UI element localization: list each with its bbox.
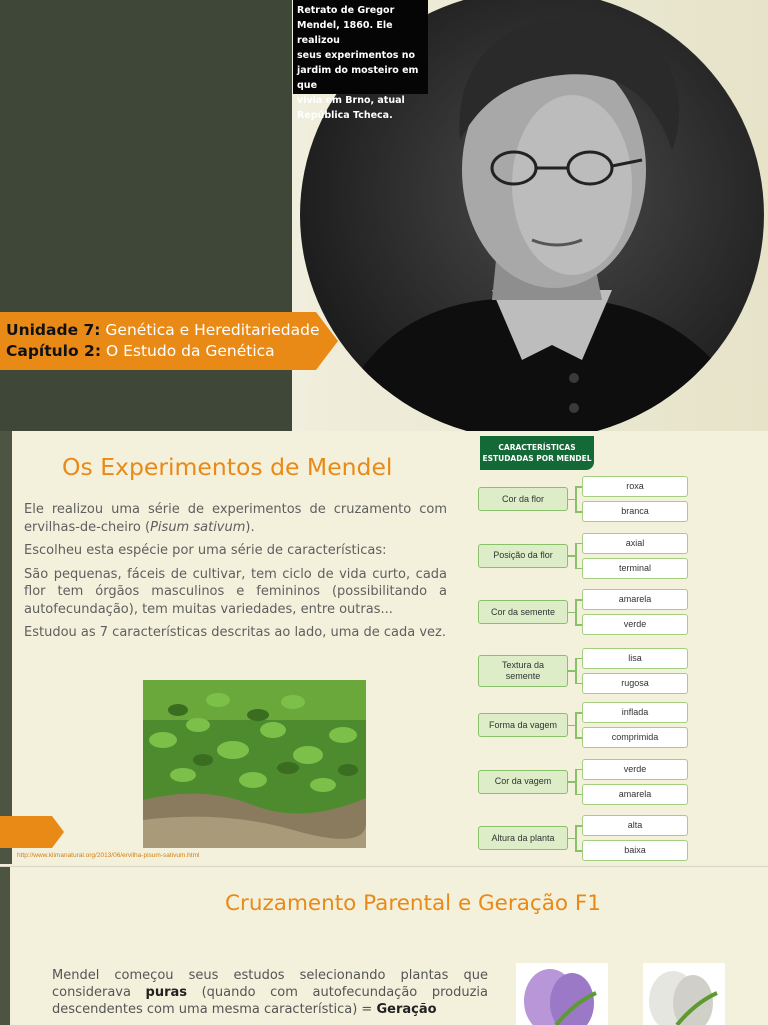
unit-title: Genética e Hereditariedade bbox=[100, 321, 320, 339]
trait-option-box: verde bbox=[582, 759, 688, 780]
trait-option-box: amarela bbox=[582, 784, 688, 805]
connector-line bbox=[575, 769, 577, 794]
trait-box: Posição da flor bbox=[478, 544, 568, 568]
trait-option-box: verde bbox=[582, 614, 688, 635]
trait-option-box: terminal bbox=[582, 558, 688, 579]
pea-plant-photo bbox=[143, 680, 366, 848]
slide-title bbox=[0, 0, 768, 431]
slide-parental-cross bbox=[0, 866, 768, 1025]
trait-box: Cor da flor bbox=[478, 487, 568, 511]
paragraph-3: São pequenas, fáceis de cultivar, tem ciclo de vida curto, cada flor tem órgãos masculinos e femininos (possibilitando a autofecundação), tem muitas variedades, entre outras... bbox=[24, 566, 447, 617]
slide-title-text bbox=[6, 320, 320, 362]
trait-option-box: roxa bbox=[582, 476, 688, 497]
source-link[interactable]: http://www.klimanatural.org/2013/06/ervilha-pisum-sativum.html bbox=[17, 852, 200, 859]
slide-experiments bbox=[0, 431, 768, 864]
trait-box: Cor da semente bbox=[478, 600, 568, 624]
connector-line bbox=[575, 543, 577, 568]
unit-label: Unidade 7: bbox=[6, 321, 101, 339]
side-bar bbox=[0, 867, 10, 1025]
experiments-title: Os Experimentos de Mendel bbox=[62, 453, 393, 481]
connector-line bbox=[575, 600, 577, 625]
connector-line bbox=[575, 487, 577, 512]
traits-diagram bbox=[478, 436, 690, 861]
diagram-header: CARACTERÍSTICAS ESTUDADAS POR MENDEL bbox=[480, 436, 594, 470]
side-bar bbox=[0, 431, 12, 864]
trait-option-box: inflada bbox=[582, 702, 688, 723]
trait-box: Textura da semente bbox=[478, 655, 568, 687]
parental-text: Mendel começou seus estudos selecionando plantas que considerava puras (quando com autofecundação produzia descendentes com uma mesma característica) = Geração bbox=[52, 968, 488, 1017]
paragraph-1: Ele realizou uma série de experimentos de cruzamento com ervilhas-de-cheiro (Pisum sativum). bbox=[24, 502, 447, 535]
trait-box: Forma da vagem bbox=[478, 713, 568, 737]
trait-option-box: baixa bbox=[582, 840, 688, 861]
trait-option-box: amarela bbox=[582, 589, 688, 610]
connector-line bbox=[575, 826, 577, 851]
connector-line bbox=[575, 713, 577, 738]
chapter-label: Capítulo 2: bbox=[6, 342, 102, 360]
trait-option-box: comprimida bbox=[582, 727, 688, 748]
trait-option-box: rugosa bbox=[582, 673, 688, 694]
connector-line bbox=[575, 658, 577, 683]
purple-flower-image bbox=[516, 963, 608, 1025]
paragraph-4: Estudou as 7 características descritas ao lado, uma de cada vez. bbox=[24, 625, 446, 640]
nav-arrow bbox=[0, 816, 64, 848]
trait-option-box: axial bbox=[582, 533, 688, 554]
parental-title: Cruzamento Parental e Geração F1 bbox=[225, 891, 601, 916]
portrait-caption: Retrato de Gregor Mendel, 1860. Ele realizou seus experimentos no jardim do mosteiro em que vivia em Brno, atual República Tcheca. bbox=[293, 0, 428, 94]
trait-option-box: alta bbox=[582, 815, 688, 836]
paragraph-2: Escolheu esta espécie por uma série de características: bbox=[24, 543, 387, 558]
chapter-title: O Estudo da Genética bbox=[101, 342, 275, 360]
trait-box: Altura da planta bbox=[478, 826, 568, 850]
trait-option-box: branca bbox=[582, 501, 688, 522]
trait-box: Cor da vagem bbox=[478, 770, 568, 794]
trait-option-box: lisa bbox=[582, 648, 688, 669]
experiments-text bbox=[24, 501, 447, 648]
white-flower-image bbox=[643, 963, 725, 1025]
